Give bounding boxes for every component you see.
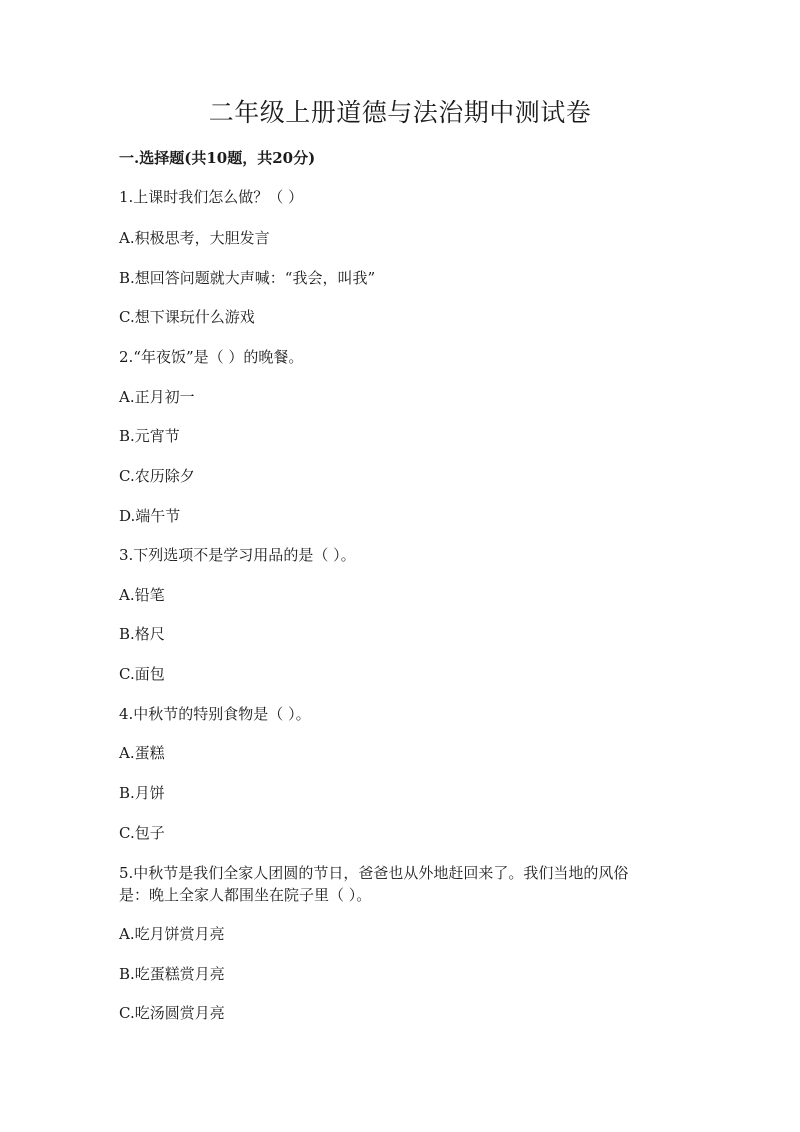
question-1-option-a: A.积极思考，大胆发言 [119, 229, 270, 247]
page-title: 二年级上册道德与法治期中测试卷 [208, 98, 592, 127]
question-3-stem: 3.下列选项不是学习用品的是（ ）。 [119, 546, 356, 564]
question-4-option-c: C.包子 [119, 824, 165, 842]
section-heading: 一.选择题(共10题，共20分) [119, 149, 316, 167]
question-3-option-b: B.格尺 [119, 625, 165, 643]
question-5-stem-line-2: 是：晚上全家人都围坐在院子里（ ）。 [119, 886, 372, 904]
question-5-option-c: C.吃汤圆赏月亮 [119, 1004, 225, 1022]
question-2-option-c: C.农历除夕 [119, 467, 195, 485]
question-4-stem: 4.中秋节的特别食物是（ ）。 [119, 705, 311, 723]
question-2-option-b: B.元宵节 [119, 427, 180, 445]
question-2-option-a: A.正月初一 [119, 388, 195, 406]
question-5-option-a: A.吃月饼赏月亮 [119, 925, 225, 943]
question-1-stem: 1.上课时我们怎么做？（ ） [119, 188, 304, 206]
question-4-option-b: B.月饼 [119, 784, 165, 802]
question-1-option-c: C.想下课玩什么游戏 [119, 308, 255, 326]
question-5-stem-line-1: 5.中秋节是我们全家人团圆的节日，爸爸也从外地赶回来了。我们当地的风俗 [119, 864, 629, 882]
question-2-stem: 2.“年夜饭”是（ ）的晚餐。 [119, 348, 304, 366]
question-2-option-d: D.端午节 [119, 507, 181, 525]
question-1-option-b: B.想回答问题就大声喊：“我会，叫我” [119, 269, 376, 287]
question-3-option-c: C.面包 [119, 665, 165, 683]
question-5-option-b: B.吃蛋糕赏月亮 [119, 965, 225, 983]
question-4-option-a: A.蛋糕 [119, 744, 165, 762]
question-3-option-a: A.铅笔 [119, 586, 165, 604]
